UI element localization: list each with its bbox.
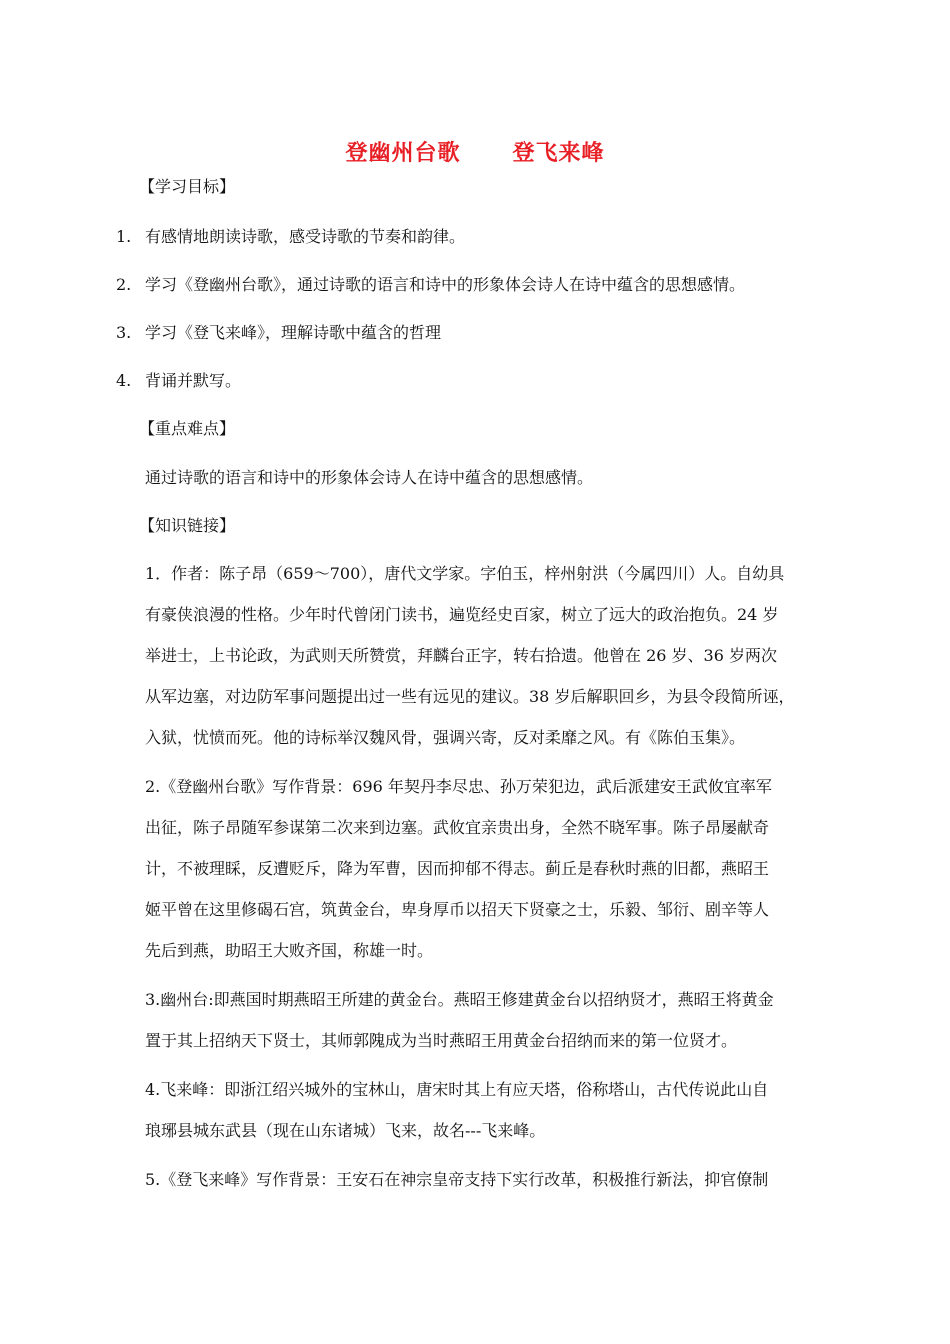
paragraph-line: 4.飞来峰：即浙江绍兴城外的宝林山，唐宋时其上有应天塔，俗称塔山，古代传说此山自 (145, 1080, 769, 1099)
author-paragraph (145, 564, 810, 769)
links-heading: 【知识链接】 (139, 516, 236, 535)
youzhou-tai-paragraph (145, 990, 810, 1072)
paragraph-line: 姬平曾在这里修碣石宫，筑黄金台，卑身厚币以招天下贤豪之士，乐毅、邹衍、剧辛等人 (145, 900, 770, 919)
paragraph-line: 有豪侠浪漫的性格。少年时代曾闭门读书，遍览经史百家，树立了远大的政治抱负。24 岁 (145, 605, 779, 624)
key-heading: 【重点难点】 (139, 419, 236, 438)
paragraph-line: 举进士，上书论政，为武则天所赞赏，拜麟台正字，转右拾遗。他曾在 26 岁、36 岁两次 (145, 646, 777, 665)
goal-item: 学习《登飞来峰》，理解诗歌中蕴含的哲理 (145, 323, 442, 342)
goal-item: 学习《登幽州台歌》，通过诗歌的语言和诗中的形象体会诗人在诗中蕴含的思想感情。 (145, 275, 746, 294)
feilai-peak-paragraph (145, 1080, 810, 1162)
goal-number: 4. (116, 371, 132, 390)
goal-item: 背诵并默写。 (145, 371, 242, 390)
paragraph-line: 先后到燕，助昭王大败齐国，称雄一时。 (145, 941, 434, 960)
title-part-2: 登飞来峰 (512, 141, 605, 166)
paragraph-line: 1．作者：陈子昂（659～700），唐代文学家。字伯玉，梓州射洪（今属四川）人。自幼具 (145, 564, 785, 583)
goal-number: 1. (116, 227, 132, 246)
paragraph-line: 琅琊县城东武县（现在山东诸城）飞来，故名---飞来峰。 (145, 1121, 546, 1140)
title-part-1: 登幽州台歌 (345, 141, 461, 166)
goals-heading: 【学习目标】 (139, 177, 236, 196)
paragraph-line: 5.《登飞来峰》写作背景：王安石在神宗皇帝支持下实行改革，积极推行新法，抑官僚制 (145, 1170, 769, 1189)
page-title (0, 136, 950, 167)
paragraph-line: 2.《登幽州台歌》写作背景：696 年契丹李尽忠、孙万荣犯边，武后派建安王武攸宜率军 (145, 777, 772, 796)
goal-item: 有感情地朗读诗歌，感受诗歌的节奏和韵律。 (145, 227, 466, 246)
paragraph-line: 出征，陈子昂随军参谋第二次来到边塞。武攸宜亲贵出身，全然不晓军事。陈子昂屡献奇 (145, 818, 770, 837)
goal-number: 3. (116, 323, 132, 342)
paragraph-line: 3.幽州台:即燕国时期燕昭王所建的黄金台。燕昭王修建黄金台以招纳贤才，燕昭王将黄金 (145, 990, 774, 1009)
key-text: 通过诗歌的语言和诗中的形象体会诗人在诗中蕴含的思想感情。 (145, 468, 594, 487)
background-paragraph-1 (145, 777, 810, 982)
paragraph-line: 置于其上招纳天下贤士，其师郭隗成为当时燕昭王用黄金台招纳而来的第一位贤才。 (145, 1031, 738, 1050)
paragraph-line: 入狱，忧愤而死。他的诗标举汉魏风骨，强调兴寄，反对柔靡之风。有《陈伯玉集》。 (145, 728, 746, 747)
goal-number: 2. (116, 275, 132, 294)
background-paragraph-2 (145, 1170, 810, 1211)
paragraph-line: 计，不被理睬，反遭贬斥，降为军曹，因而抑郁不得志。蓟丘是春秋时燕的旧都，燕昭王 (145, 859, 770, 878)
paragraph-line: 从军边塞，对边防军事问题提出过一些有远见的建议。38 岁后解职回乡，为县令段简所诬， (145, 687, 795, 706)
